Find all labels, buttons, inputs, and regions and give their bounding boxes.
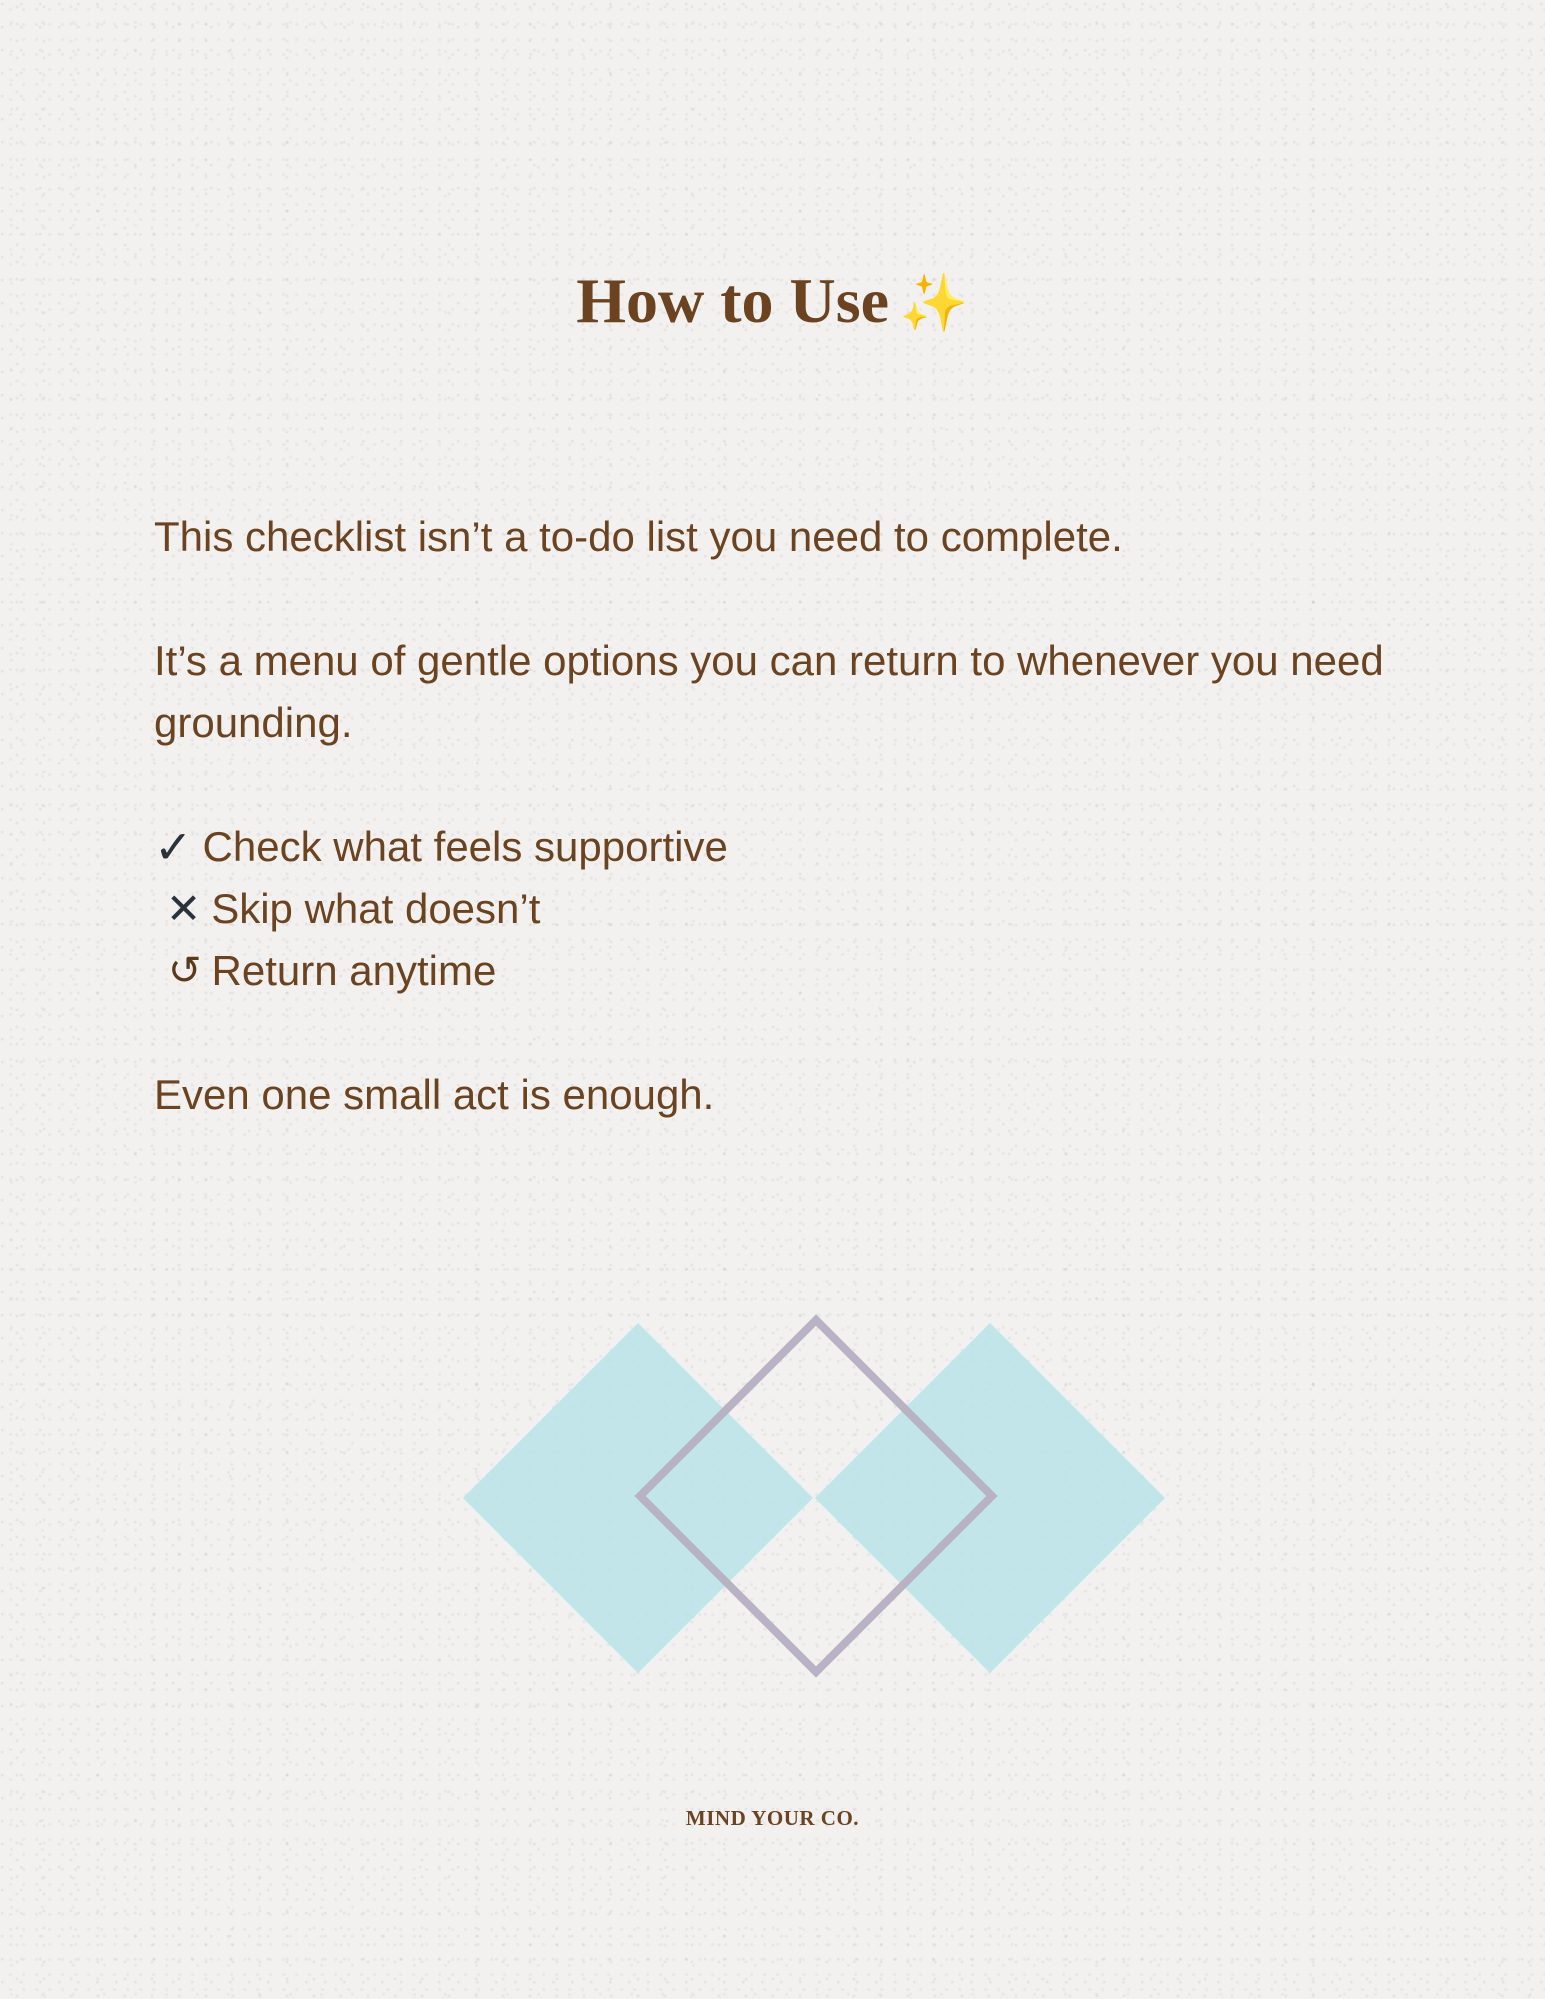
diamonds-decoration	[460, 1310, 1180, 1690]
options-list	[154, 816, 1404, 1002]
instructions	[154, 506, 1404, 1188]
page-title	[0, 264, 1545, 336]
brand-footer: MIND YOUR CO.	[685, 1806, 860, 1830]
title-text: How to Use	[576, 264, 890, 336]
check-icon: ✓	[154, 821, 193, 873]
option-label: Check what feels supportive	[202, 823, 728, 870]
sparkles-icon: ✨	[899, 272, 969, 335]
cross-icon: ✕	[166, 885, 202, 932]
option-label: Return anytime	[211, 947, 497, 994]
intro-paragraph: This checklist isn’t a to-do list you need to complete.	[154, 513, 1123, 560]
list-item	[154, 940, 1404, 1002]
return-icon: ↺	[168, 949, 202, 993]
closing-line: Even one small act is enough.	[154, 1071, 715, 1118]
menu-paragraph: It’s a menu of gentle options you can return to whenever you need grounding.	[154, 637, 1384, 746]
list-item	[154, 878, 1404, 940]
option-label: Skip what doesn’t	[211, 885, 541, 932]
list-item	[154, 816, 1404, 878]
